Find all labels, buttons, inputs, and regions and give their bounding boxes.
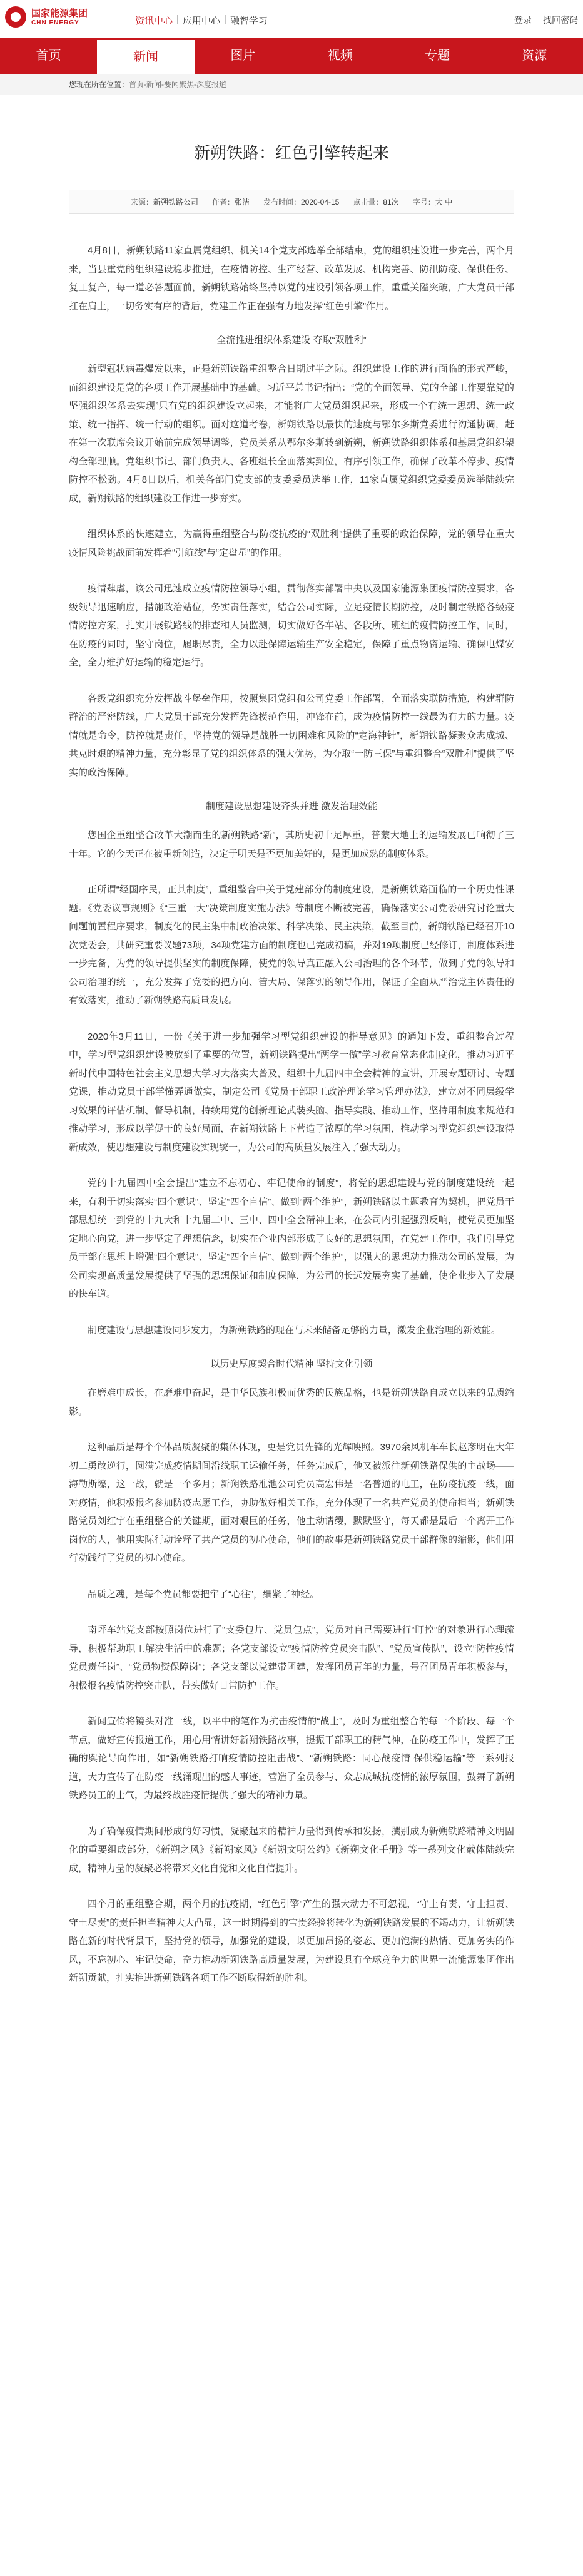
main-nav <box>0 38 583 74</box>
brand-logo[interactable] <box>5 6 88 28</box>
paragraph: 组织体系的快速建立，为赢得重组整合与防疫抗疫的“双胜利”提供了重要的政治保障，党的领导在重大疫情风险挑战面前发挥着“引航线”与“定盘星”的作用。 <box>69 529 514 558</box>
nav-home[interactable]: 首页 <box>36 49 61 63</box>
paragraph: 四个月的重组整合期，两个月的抗疫期，“红色引擎”产生的强大动力不可忽视，“守土有责、守土担责、守土尽责”的责任担当精神大大凸显，这一时期得到的宝贵经验将转化为新朔铁路发展的不竭动力，让新朔铁路在新的时代背景下，坚持党的领导，加强党的建设，以更加昂扬的姿态、更加饱满的热情、更加务实的作风，不忘初心、牢记使命，奋力推动新朔铁路高质量发展，为建设具有全球竞争力的世界一流能源集团作出新朔贡献，扎实推进新朔铁路各项工作不断取得新的胜利。 <box>69 1899 514 1983</box>
brand-name-en: CHN ENERGY <box>31 19 79 26</box>
separator: | <box>223 14 226 24</box>
paragraph: 2020年3月11日，一份《关于进一步加强学习型党组织建设的指导意见》的通知下发，重组整合过程中，学习型党组织建设被放到了重要的位置，新朔铁路提出“两学一做”学习教育常态化制度化，推动习近平新时代中国特色社会主义思想大学习大落实大普及，组织十九届四中全会精神的宣讲，开展专题研讨、专题党课，推动党员干部学懂弄通做实，制定公司《党员干部职工政治理论学习管理办法》，建立对不同层级学习效果的评估机制、督导机制，持续用党的创新理论武装头脑、指导实践、推动工作，坚持用制度来规范和推动学习，形成以学促干的良好局面，在新朔铁路上下营造了浓厚的学习氛围，推动学习型党组织建设取得新成效，使思想建设与制度建设实现统一，为公司的高质量发展注入了强大动力。 <box>69 1031 514 1153</box>
paragraph: 疫情肆虐，该公司迅速成立疫情防控领导小组，贯彻落实部署中央以及国家能源集团疫情防控要求，各级领导迅速响应，措施政治站位，务实责任落实，结合公司实际，立足疫情长期防控，及时制定铁路各级疫情防控方案，扎实开展铁路线的排查和人员监测，切实做好各车站、各段所、班组的疫情防控工作，同时，在防疫的同时，坚守岗位，履职尽责，全力以赴保障运输生产安全稳定，保障了重点物资运输、确保电煤安全，全力维护好运输的稳定运行。 <box>69 583 514 668</box>
paragraph: 党的十九届四中全会提出“建立不忘初心、牢记使命的制度”，将党的思想建设与党的制度建设统一起来，有利于切实落实“四个意识”、坚定“四个自信”、做到“两个维护”，新朔铁路以主题教育为契机，把党员干部思想统一到党的十九大和十九届二中、三中、四中全会精神上来，在公司内引起强烈反响，使党员更加坚定地心向党，进一步坚定了理想信念，切实在企业内部形成了良好的思想氛围，在党建工作中，我们引导党员干部在思想上增强“四个意识”、坚定“四个自信”、做到“两个维护”，以强大的思想动力推动公司的发展，为公司实现高质量发展提供了坚强的思想保证和制度保障，为公司的长远发展夯实了基础，使企业步入了发展的快车道。 <box>69 1178 514 1299</box>
top-link-learning[interactable]: 融智学习 <box>230 16 268 26</box>
nav-news[interactable]: 新闻 <box>97 40 194 74</box>
top-bar <box>0 0 583 38</box>
paragraph: 这种品质是每个个体品质凝聚的集体体现，更是党员先锋的光辉映照。3970余风机车车长赵彦明在大年初二勇敢逆行，圆满完成疫情期间沿线职工运输任务，任务完成后，他又被派往新朔铁路保供的主战场——海勒斯壕，这一战，就是一个多月；新朔铁路准池公司党员高宏伟是一名普通的电工，在防疫抗疫一线，面对疫情，他积极报名参加防疫志愿工作，协助做好相关工作，充分体现了一名共产党员的使命担当；新朔铁路党员刘红宇在重组整合的关键期，面对艰巨的任务，他主动请缨，默默坚守，每天都是最后一个离开工作岗位的人，他用实际行动诠释了共产党员的初心使命，他们的故事是新朔铁路党员干部群像的缩影，他们用行动践行了党员的初心使命。 <box>69 1442 514 1563</box>
top-link-app-center[interactable]: 应用中心 <box>182 16 220 26</box>
meta-hits: 点击量：81次 <box>353 198 399 207</box>
paragraph: 品质之魂，是每个党员都要把牢了“心往”，细紧了神经。 <box>88 1588 319 1600</box>
breadcrumb-label: 您现在所在位置： <box>69 80 129 89</box>
paragraph: 各级党组织充分发挥战斗堡垒作用，按照集团党组和公司党委工作部署，全面落实联防措施，构建群防群治的严密防线，广大党员干部充分发挥先锋模范作用，冲锋在前，成为疫情防控一线最为有力的力量。疫情就是命令，防控就是责任，坚持党的领导是战胜一切困难和风险的“定海神针”，新朔铁路凝聚众志成城、共克时艰的精神力量，充分彰显了党的组织体系的强大优势，为夺取“一防三保”与重组整合“双胜利”提供了坚实的政治保障。 <box>69 693 514 778</box>
meta-date: 发布时间：2020-04-15 <box>263 198 340 207</box>
paragraph: 制度建设与思想建设同步发力，为新朔铁路的现在与未来储备足够的力量，激发企业治理的新效能。 <box>88 1324 501 1336</box>
top-link-news-center[interactable]: 资讯中心 <box>135 16 173 26</box>
article <box>69 140 514 1988</box>
article-title: 新朔铁路：红色引擎转起来 <box>193 143 389 162</box>
section-heading: 制度建设思想建设齐头并进 激发治理效能 <box>205 801 378 812</box>
meta-source: 来源：新朔铁路公司 <box>130 198 198 207</box>
article-body <box>69 242 514 1988</box>
paragraph: 4月8日，新朔铁路11家直属党组织、机关14个党支部选举全部结束，党的组织建设进一步完善，两个月来，当县重党的组织建设稳步推进，在疫情防控、生产经营、改革发展、机构完善、防汛防疫、保供任务、复工复产，每一道必答题面前，新朔铁路始终坚持以党的建设引领各项工作，重重关隘突破，广大党员干部扛在肩上，一切务实有序的背后，党建工作正在强有力地发挥“红色引擎”作用。 <box>69 245 514 312</box>
meta-font-size: 字号：大 中 <box>412 198 453 207</box>
paragraph: 为了确保疫情期间形成的好习惯，凝聚起来的精神力量得到传承和发扬，撰别成为新朔铁路精神文明固化的重要组成部分，《新朔之风》《新朔家风》《新朔文明公约》《新朔文化手册》等一系列文化载体陆续完成，精神力量的凝聚必将带来文化自觉和文化自信提升。 <box>69 1826 514 1874</box>
forgot-password-link[interactable]: 找回密码 <box>543 15 578 25</box>
nav-resources[interactable]: 资源 <box>522 49 547 63</box>
section-heading: 全流推进组织体系建设 夺取“双胜利” <box>216 335 367 345</box>
paragraph: 正所谓“经国序民，正其制度”，重组整合中关于党建部分的制度建设，是新朔铁路面临的一个历史性课题。《党委议事规则》《“三重一大”决策制度实施办法》等制度不断被完善，确保落实公司党委研究讨论重大问题前置程序要求，制度化的民主集中制政治决策、科学决策、民主决策，截至目前，新朔铁路已经召开10次党委会，共研究重要议题73项，34项党建方面的制度也已完成初稿，并对19项制度已经修订，制度体系进一步完备，为党的领导提供坚实的制度保障，使党的领导真正融入公司治理的各个环节，做到了党的领导和公司治理的统一，充分发挥了党委的把方向、管大局、保落实的领导作用，保证了全面从严治党主体责任的有效落实，推动了新朔铁路高质量发展。 <box>69 884 514 1006</box>
separator: | <box>176 14 179 24</box>
font-size-toggle[interactable]: 大 中 <box>435 198 453 207</box>
paragraph: 南坪车站党支部按照岗位进行了“支委包片、党员包点”，党员对自己需要进行“盯控”的对象进行心理疏导，积极帮助职工解决生活中的难题；各党支部设立“疫情防控党员突击队”、“党员宣传队”，设立“防控疫情党员责任岗”、“党员物资保障岗”；各党支部以党建带团建，发挥团员青年的力量，号召团员青年积极参与，积极报名疫情防控突击队，带头做好日常防护工作。 <box>69 1625 514 1691</box>
paragraph: 在磨难中成长，在磨难中奋起，是中华民族积极而优秀的民族品格，也是新朔铁路自成立以来的品质缩影。 <box>69 1388 514 1417</box>
account-links <box>514 14 578 26</box>
nav-topics[interactable]: 专题 <box>424 49 450 63</box>
section-heading: 以历史厚度契合时代精神 坚持文化引领 <box>210 1359 373 1369</box>
top-links <box>131 14 271 27</box>
brand-name-cn: 国家能源集团 <box>31 8 88 19</box>
article-meta <box>69 190 514 214</box>
meta-author: 作者：张洁 <box>211 198 250 207</box>
nav-videos[interactable]: 视频 <box>327 49 353 63</box>
breadcrumb <box>0 74 583 95</box>
logo-icon <box>5 6 26 28</box>
paragraph: 新型冠状病毒爆发以来，正是新朔铁路重组整合日期过半之际。组织建设工作的进行面临的形式严峻，而组织建设是党的各项工作开展基础中的基础。习近平总书记指出：“党的全面领导、党的全部工作要靠党的坚强组织体系去实现”只有党的组织建设立起来，才能将广大党员组织起来，形成一个有统一思想、统一政策、统一指挥、统一行动的组织。面对这道考卷，新朔铁路以最快的速度与鄂尔多斯党委进行沟通协调，赶在第一次联席会议开始前完成领导调整，党员关系从鄂尔多斯转到新朔，新朔铁路组织体系和基层党组织架构全部理顺。党组织书记、部门负责人、各班组长全面落实到位，有序引领工作，确保了改革不停步、疫情防控不松劲。4月8日以后，机关各部门党支部的支委委员选举工作，11家直属党组织党委委员选举陆续完成，新朔铁路的组织建设工作进一步夯实。 <box>69 364 514 504</box>
nav-pictures[interactable]: 图片 <box>230 49 256 63</box>
paragraph: 您国企重组整合改革大潮而生的新朔铁路“新”，其所史初十足厚重，普蒙大地上的运输发展已响彻了三十年。它的今天正在被重新创造，决定于明天是否更加美好的，是更加成熟的制度体系。 <box>69 830 514 859</box>
breadcrumb-path[interactable]: 首页-新闻-要闻聚焦-深度报道 <box>129 80 227 89</box>
login-link[interactable]: 登录 <box>514 15 532 25</box>
paragraph: 新闻宣传将镜头对准一线，以平中的笔作为抗击疫情的“战士”，及时为重组整合的每一个阶段、每一个节点，做好宣传报道工作，用心用情讲好新朔铁路故事，提振干部职工的精气神，在防疫工作中，发挥了正确的舆论导向作用，如“新朔铁路打响疫情防控阻击战”、“新朔铁路：同心战疫情 保供稳运输”等一系列报道，大力宣传了在防疫一线涌现出的感人事迹，营造了全员参与、众志成城抗疫情的浓厚氛围，鼓舞了新朔铁路员工的士气，为最终战胜疫情提供了强大的精神力量。 <box>69 1716 514 1801</box>
